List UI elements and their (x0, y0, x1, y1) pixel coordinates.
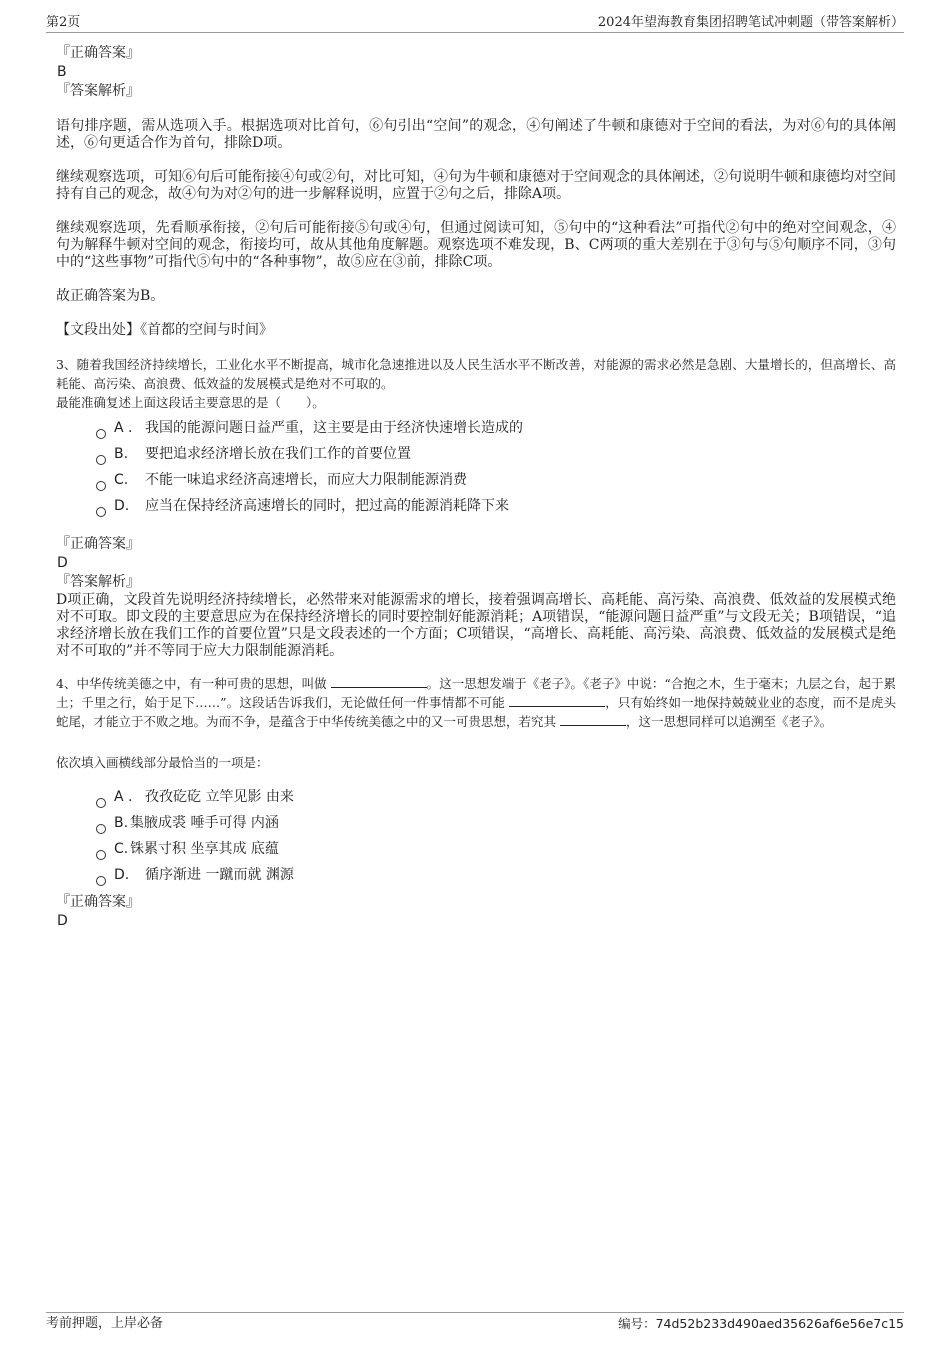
option-b[interactable] (56, 810, 896, 836)
option-text: 铢累寸积 坐享其成 底蕴 (130, 841, 279, 857)
footer-slogan: 考前押题，上岸必备 (46, 1316, 164, 1331)
option-text: 应当在保持经济高速增长的同时，把过高的能源消耗降下来 (145, 498, 509, 514)
page-header (46, 14, 904, 33)
option-letter: C. (114, 841, 129, 857)
question-3-options (56, 415, 896, 519)
question-3-stem: 3、随着我国经济持续增长，工业化水平不断提高，城市化急速推进以及人民生活水平不断改善，对能源的需求必然是急剧、大量增长的，但高增长、高耗能、高污染、高浪费、低效益的发展模式是绝对不可取的。 (56, 357, 896, 391)
radio-icon[interactable] (96, 876, 106, 886)
analysis-label: 『答案解析』 (56, 83, 140, 99)
source-citation: 【文段出处】《首都的空间与时间》 (56, 322, 273, 338)
question-4-prompt: 依次填入画横线部分最恰当的一项是： (56, 755, 269, 770)
option-letter: B. (114, 446, 129, 462)
analysis-paragraph: D项正确，文段首先说明经济持续增长，必然带来对能源需求的增长，接着强调高增长、高耗能、高污染、高浪费、低效益的发展模式绝对不可取。即文段的主要意思应为在保持经济增长的同时要控制好能源消耗；A项错误，“能源问题日益严重”与文段无关；B项错误，“追求经济增长放在我们工作的首要位置”只是文段表述的一个方面；C项错误，“高增长、高耗能、高污染、高浪费、低效益的发展模式是绝对不可取的”并不等同于应大力限制能源消耗。 (56, 592, 896, 659)
analysis-paragraph: 继续观察选项，可知⑥句后可能衔接④句或②句，对比可知，④句为牛顿和康德对于空间观念的具体阐述，②句说明牛顿和康德均对空间持有自己的观念，故④句为对②句的进一步解释说明，应置于②句之后，排除A项。 (56, 169, 896, 202)
question-4-options (56, 784, 896, 888)
option-c[interactable] (56, 467, 896, 493)
option-letter: D. (114, 867, 130, 883)
radio-icon[interactable] (96, 507, 106, 517)
option-letter: B. (114, 815, 129, 831)
page-content (56, 44, 896, 931)
option-d[interactable] (56, 862, 896, 888)
answer-label: 『正确答案』 (56, 536, 140, 552)
radio-icon[interactable] (96, 824, 106, 834)
stem-text: 。这一思想发端于《老子》。《老子》中说：“合抱之木，生于毫末；九层之台，起于累土；千里之行，始于足下……”。这段话告诉我们，无论做任何一件事情都不可能 (56, 676, 896, 710)
option-c[interactable] (56, 836, 896, 862)
analysis-label: 『答案解析』 (56, 574, 140, 590)
analysis-conclusion: 故正确答案为B。 (56, 288, 165, 304)
option-b[interactable] (56, 441, 896, 467)
option-text: 要把追求经济增长放在我们工作的首要位置 (145, 446, 411, 462)
option-letter: A . (114, 789, 133, 805)
stem-text: ，这一思想同样可以追溯至《老子》。 (626, 714, 833, 729)
stem-text: 4、中华传统美德之中，有一种可贵的思想，叫做 (56, 676, 327, 691)
analysis-paragraph: 语句排序题，需从选项入手。根据选项对比首句，⑥句引出“空间”的观念，④句阐述了牛顿和康德对于空间的看法，为对⑥句的具体阐述，⑥句更适合作为首句，排除D项。 (56, 118, 896, 151)
fill-blank-3 (560, 712, 626, 726)
option-text: 孜孜矻矻 立竿见影 由来 (145, 789, 294, 805)
option-text: 我国的能源问题日益严重，这主要是由于经济快速增长造成的 (145, 420, 523, 436)
radio-icon[interactable] (96, 455, 106, 465)
answer-value: B (57, 64, 67, 80)
option-letter: C. (114, 472, 129, 488)
question-3-prompt: 最能准确复述上面这段话主要意思的是（ ）。 (56, 395, 325, 410)
stem-text: ，只有始终如一地保持兢兢业业的态度，而不是虎头蛇尾，才能立于不败之地。为而不争，是蕴含于中华传统美德之中的又一可贵思想，若究其 (56, 695, 896, 729)
page-number: 第2页 (46, 15, 81, 30)
answer-label: 『正确答案』 (56, 894, 140, 910)
radio-icon[interactable] (96, 429, 106, 439)
answer-value: D (57, 913, 68, 929)
fill-blank-2 (509, 693, 605, 707)
analysis-paragraph: 继续观察选项，先看顺承衔接，②句后可能衔接⑤句或④句，但通过阅读可知，⑤句中的“这种看法”可指代②句中的绝对空间观念，④句为解释牛顿对空间的观念，衔接均可，故从其他角度解题。观察选项不难发现，B、C两项的重大差别在于③句与⑤句顺序不同，③句中的“这些事物”可指代⑤句中的“各种事物”，故⑤应在③前，排除C项。 (56, 220, 896, 270)
option-d[interactable] (56, 493, 896, 519)
option-a[interactable] (56, 784, 896, 810)
page-footer (46, 1312, 904, 1333)
option-text: 集腋成裘 唾手可得 内涵 (130, 815, 279, 831)
question-4-stem (56, 674, 896, 731)
option-letter: D. (114, 498, 130, 514)
answer-value: D (57, 555, 68, 571)
document-title: 2024年望海教育集团招聘笔试冲刺题（带答案解析） (597, 15, 904, 30)
option-text: 不能一味追求经济高速增长，而应大力限制能源消费 (145, 472, 467, 488)
option-letter: A . (114, 420, 133, 436)
radio-icon[interactable] (96, 481, 106, 491)
radio-icon[interactable] (96, 850, 106, 860)
option-a[interactable] (56, 415, 896, 441)
fill-blank-1 (331, 674, 427, 688)
option-text: 循序渐进 一蹴而就 渊源 (145, 867, 294, 883)
document-id: 编号：74d52b233d490aed35626af6e56e7c15 (618, 1316, 904, 1331)
answer-label: 『正确答案』 (56, 45, 140, 61)
radio-icon[interactable] (96, 798, 106, 808)
